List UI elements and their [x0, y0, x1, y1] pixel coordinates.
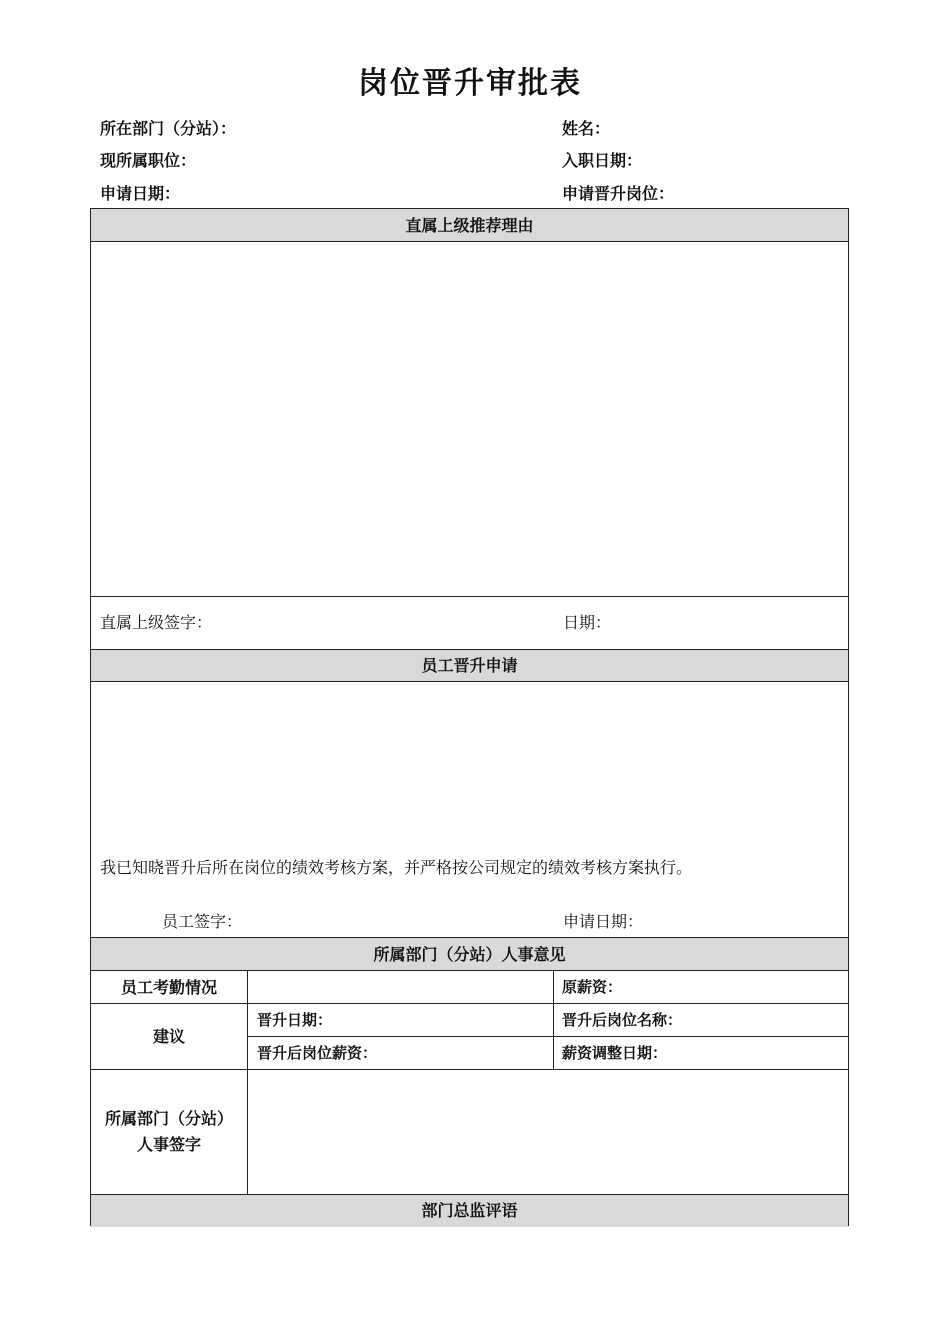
new-position-name-label: 晋升后岗位名称： [562, 1011, 683, 1029]
salary-adjust-date-label: 薪资调整日期： [562, 1044, 668, 1062]
supervisor-signature-label: 直属上级签字： [100, 613, 213, 632]
attendance-label: 员工考勤情况 [120, 978, 217, 997]
page-title: 岗位晋升审批表 [358, 66, 582, 101]
apply-position-label: 申请晋升岗位： [562, 184, 675, 203]
employee-statement: 我已知晓晋升后所在岗位的绩效考核方案，并严格按公司规定的绩效考核方案执行。 [100, 858, 693, 877]
grid-line [91, 1003, 848, 1004]
current-position-label: 现所属职位： [100, 151, 197, 170]
employee-signature-label: 员工签字： [162, 912, 243, 931]
name-label: 姓名： [562, 119, 611, 138]
grid-line [553, 971, 554, 1069]
department-label: 所在部门（分站）： [100, 119, 237, 138]
new-position-salary-label: 晋升后岗位薪资： [257, 1044, 378, 1062]
hr-section-header: 所属部门（分站）人事意见 [91, 938, 848, 971]
supervisor-reason-area[interactable] [91, 242, 848, 597]
grid-line [91, 1069, 848, 1070]
supervisor-date-label: 日期： [563, 613, 612, 632]
suggestion-label: 建议 [152, 1027, 185, 1046]
supervisor-section-header: 直属上级推荐理由 [91, 209, 848, 242]
apply-date-label: 申请日期： [100, 184, 181, 203]
director-section-header: 部门总监评语 [91, 1195, 848, 1227]
promotion-date-label: 晋升日期： [257, 1011, 333, 1029]
hire-date-label: 入职日期： [562, 151, 643, 170]
employee-apply-date-label: 申请日期： [563, 912, 644, 931]
grid-line [248, 1036, 848, 1037]
original-salary-label: 原薪资： [562, 978, 623, 996]
grid-line [247, 971, 248, 1195]
approval-form-table [90, 208, 849, 1226]
employee-section-header: 员工晋升申请 [91, 650, 848, 682]
hr-signature-label-line1: 所属部门（分站） [104, 1109, 233, 1128]
hr-signature-label-line2: 人事签字 [136, 1135, 201, 1154]
